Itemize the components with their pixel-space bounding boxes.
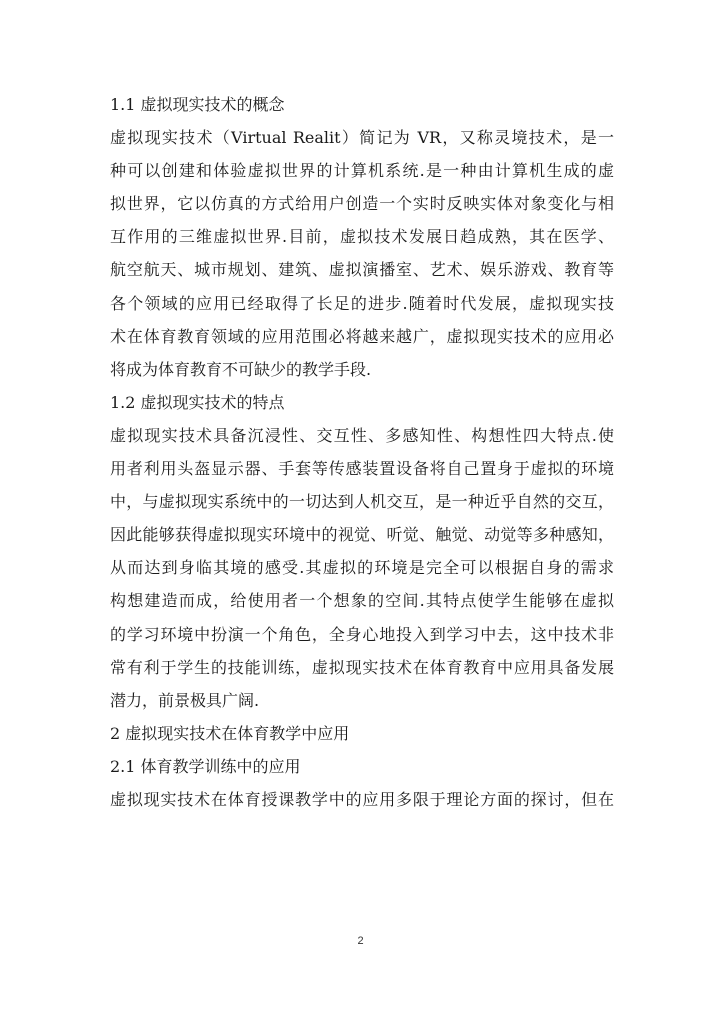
paragraph-line: 种可以创建和体验虚拟世界的计算机系统.是一种由计算机生成的虚	[110, 161, 614, 181]
paragraph-line: 虚拟现实技术在体育授课教学中的应用多限于理论方面的探讨，但在	[110, 789, 614, 809]
paragraph-line: 构想建造而成，给使用者一个想象的空间.其特点使学生能够在虚拟	[110, 591, 614, 611]
paragraph-line: 常有利于学生的技能训练，虚拟现实技术在体育教育中应用具备发展	[110, 657, 614, 677]
paragraph-line: 各个领域的应用已经取得了长足的进步.随着时代发展，虚拟现实技	[110, 293, 614, 313]
section-heading: 1.1 虚拟现实技术的概念	[110, 95, 285, 114]
chapter-heading: 2 虚拟现实技术在体育教学中应用	[110, 723, 350, 743]
paragraph-line: 将成为体育教育不可缺少的教学手段.	[110, 359, 372, 379]
paragraph-line: 互作用的三维虚拟世界.目前，虚拟技术发展日趋成熟，其在医学、	[110, 227, 614, 247]
paragraph-line: 用者利用头盔显示器、手套等传感装置设备将自己置身于虚拟的环境	[110, 459, 614, 479]
paragraph-line: 虚拟现实技术（Virtual Realit）简记为 VR，又称灵境技术，是一	[110, 128, 614, 148]
paragraph-line: 从而达到身临其境的感受.其虚拟的环境是完全可以根据自身的需求	[110, 558, 614, 578]
paragraph-line: 术在体育教育领域的应用范围必将越来越广，虚拟现实技术的应用必	[110, 326, 614, 346]
page-number: 2	[357, 935, 364, 947]
paragraph-line: 因此能够获得虚拟现实环境中的视觉、听觉、触觉、动觉等多种感知，	[110, 525, 614, 545]
section-heading: 1.2 虚拟现实技术的特点	[110, 392, 285, 412]
paragraph-line: 虚拟现实技术具备沉浸性、交互性、多感知性、构想性四大特点.使	[110, 425, 614, 445]
paragraph-line: 航空航天、城市规划、建筑、虚拟演播室、艺术、娱乐游戏、教育等	[110, 260, 614, 280]
paragraph-line: 中，与虚拟现实系统中的一切达到人机交互，是一种近乎自然的交互，	[110, 492, 614, 512]
paragraph-line: 潜力，前景极具广阔.	[110, 690, 260, 710]
paragraph-line: 拟世界，它以仿真的方式给用户创造一个实时反映实体对象变化与相	[110, 194, 614, 214]
section-heading: 2.1 体育教学训练中的应用	[110, 756, 301, 776]
paragraph-line: 的学习环境中扮演一个角色，全身心地投入到学习中去，这中技术非	[110, 624, 614, 644]
document-body	[110, 88, 614, 816]
